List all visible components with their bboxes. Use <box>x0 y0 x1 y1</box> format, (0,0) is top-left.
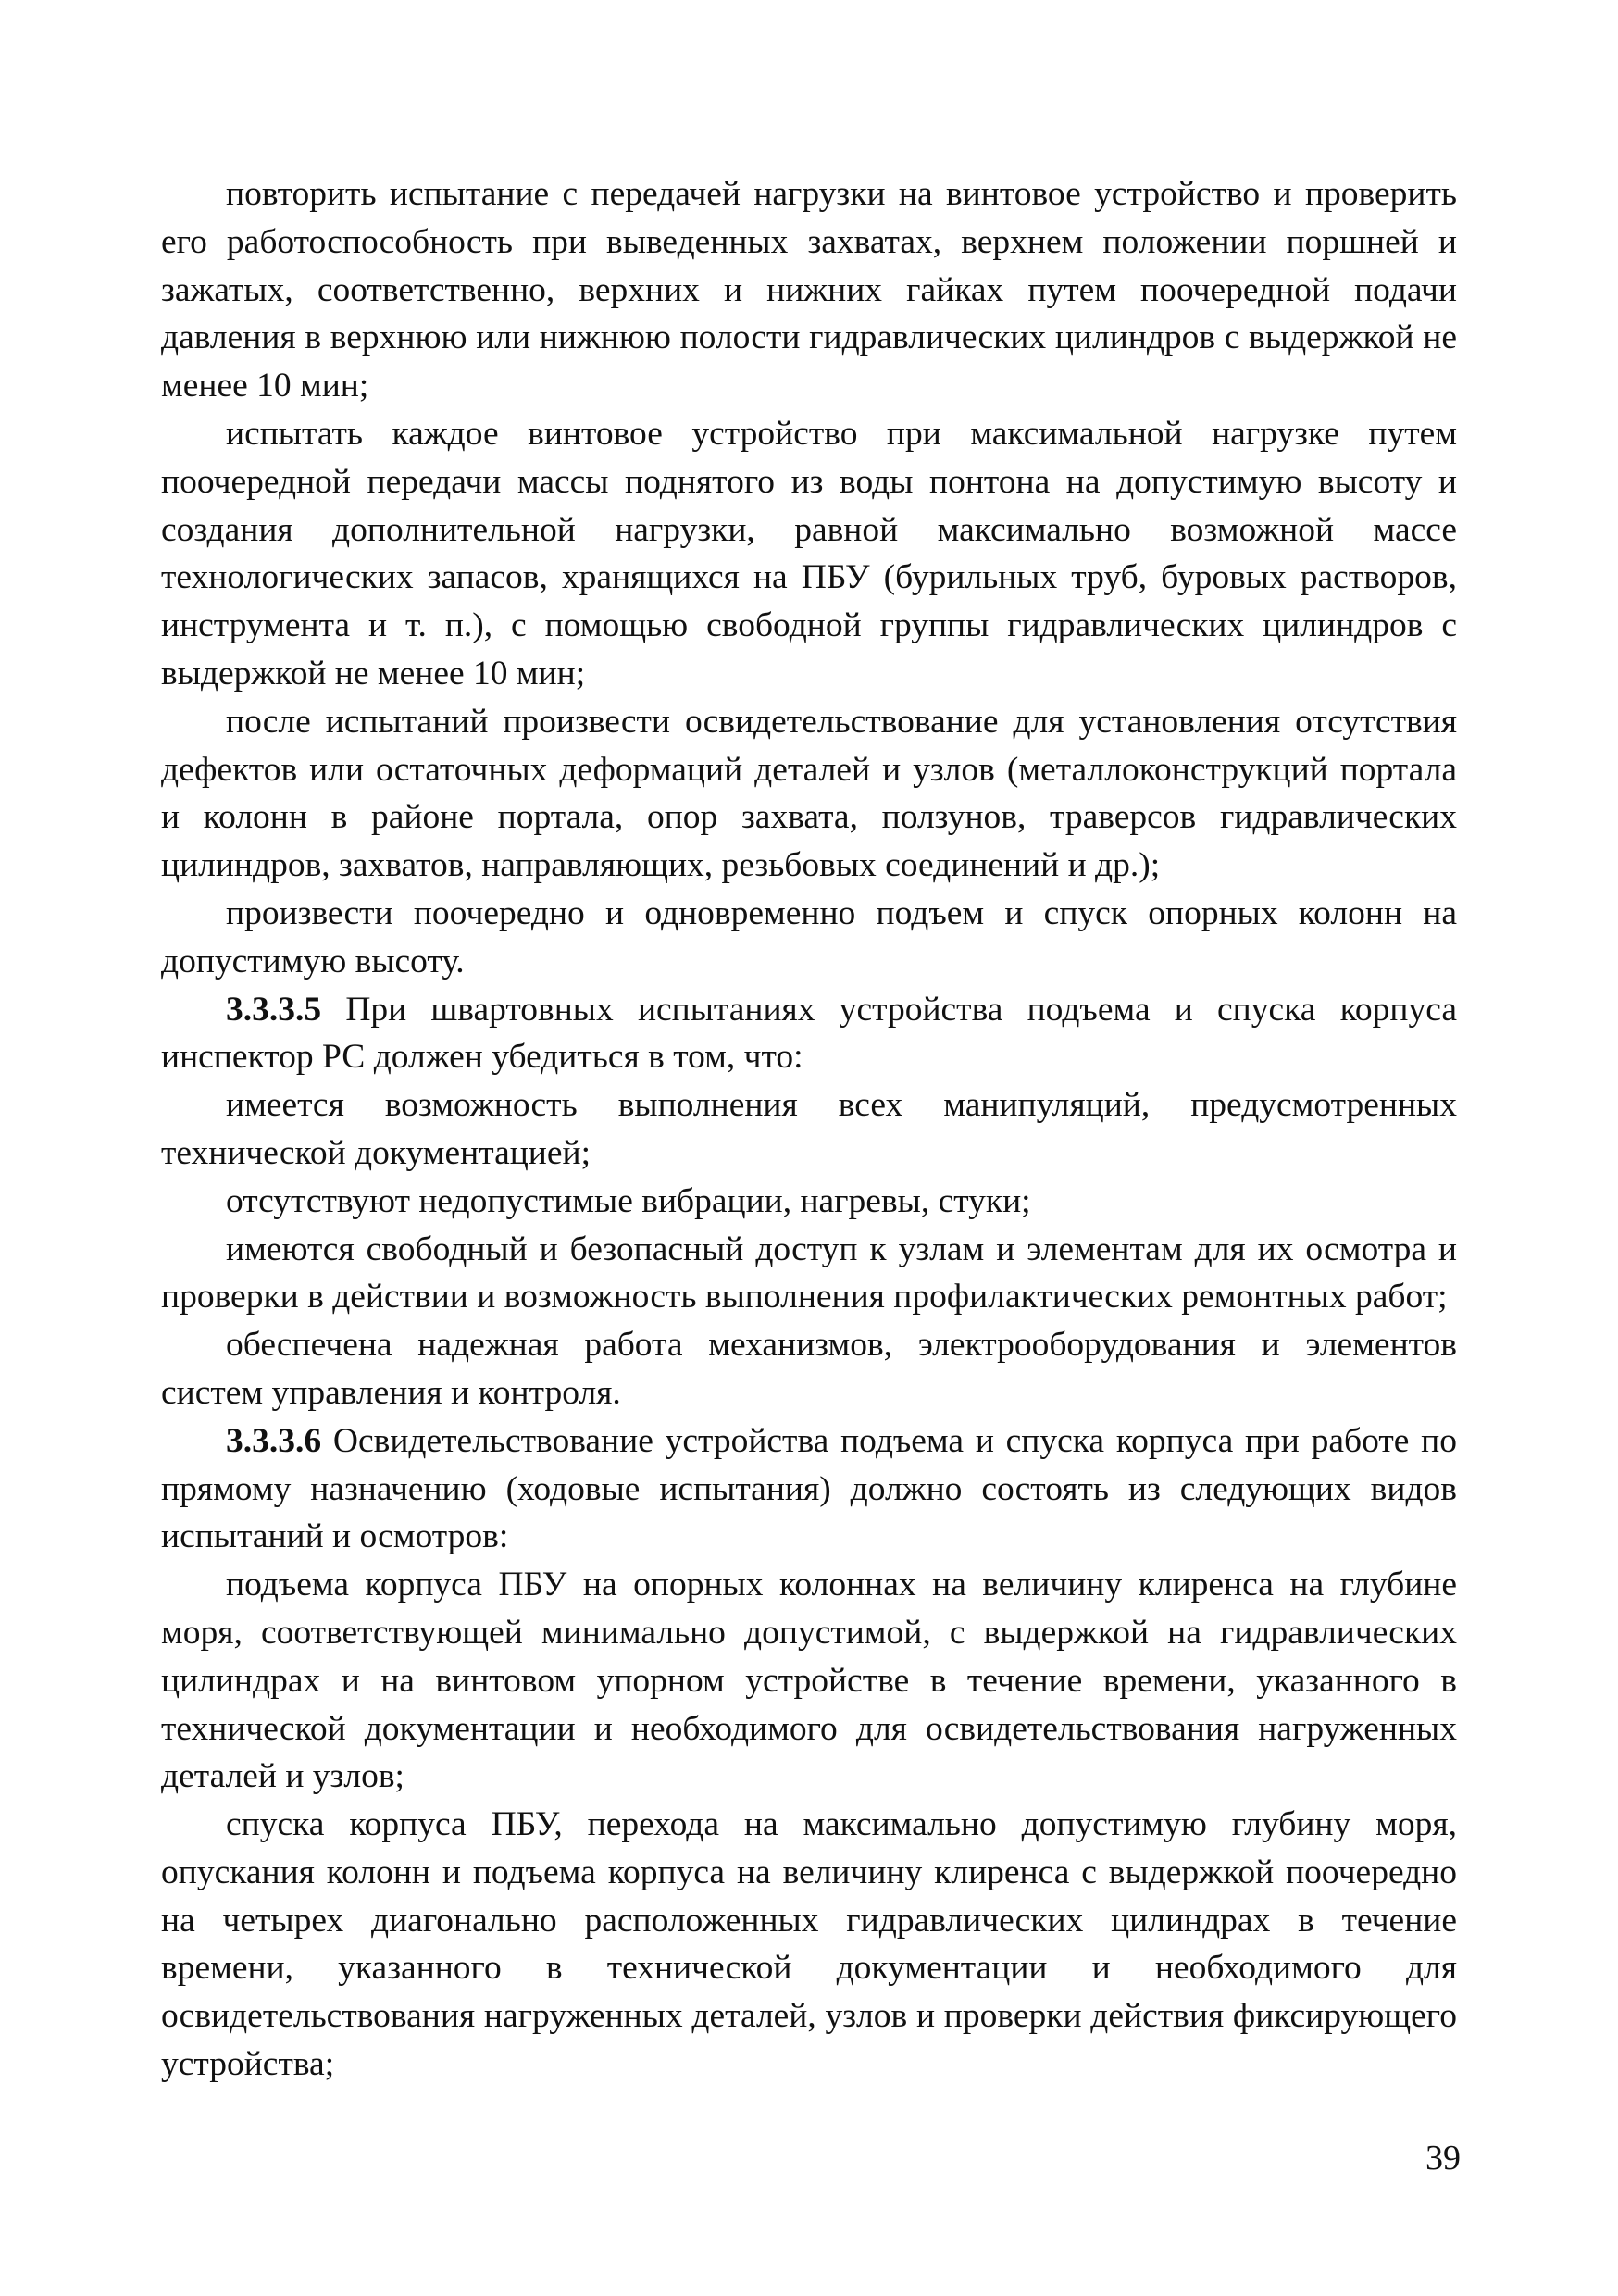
clause-3-3-3-6: 3.3.3.6 Освидетельствование устройства подъема и спуска корпуса при работе по прямому назначению (ходовые испытания) должно состоять из следующих видов испытаний и осмотров: <box>161 1421 1457 1556</box>
paragraph-2: испытать каждое винтовое устройство при максимальной нагрузке путем поочередной передачи массы поднятого из воды понтона на допустимую высоту и создания дополнительной нагрузки, равной максимально возможной массе технологических запасов, хранящихся на ПБУ (бурильных труб, буровых растворов, инструмента и т. п.), с помощью свободной группы гидравлических цилиндров с выдержкой не менее 10 мин; <box>161 414 1457 693</box>
paragraph-6: имеется возможность выполнения всех манипуляций, предусмотренных технической документацией; <box>161 1086 1457 1172</box>
clause-3-3-3-5: 3.3.3.5 При швартовных испытаниях устройства подъема и спуска корпуса инспектор РС должен убедиться в том, что: <box>161 990 1457 1077</box>
page-number: 39 <box>1425 2139 1461 2177</box>
paragraph-4: произвести поочередно и одновременно подъем и спуск опорных колонн на допустимую высоту. <box>161 893 1457 980</box>
paragraph-1: повторить испытание с передачей нагрузки на винтовое устройство и проверить его работоспособность при выведенных захватах, верхнем положении поршней и зажатых, соответственно, верхних и нижних гайках путем поочередной подачи давления в верхнюю или нижнюю полости гидравлических цилиндров с выдержкой не менее 10 мин; <box>161 175 1457 406</box>
clause-number: 3.3.3.6 <box>226 1421 322 1460</box>
paragraph-8: имеются свободный и безопасный доступ к узлам и элементам для их осмотра и проверки в действии и возможность выполнения профилактических ремонтных работ; <box>161 1229 1457 1316</box>
page-body <box>161 170 1457 2089</box>
paragraph-12: спуска корпуса ПБУ, перехода на максимально допустимую глубину моря, опускания колонн и подъема корпуса на величину клиренса с выдержкой поочередно на четырех диагонально расположенных гидравлических цилиндрах в течение времени, указанного в технической документации и необходимого для освидетельствования нагруженных деталей, узлов и проверки действия фиксирующего устройства; <box>161 1805 1457 2084</box>
paragraph-11: подъема корпуса ПБУ на опорных колоннах на величину клиренса на глубине моря, соответствующей минимально допустимой, с выдержкой на гидравлических цилиндрах и на винтовом упорном устройстве в течение времени, указанного в технической документации и необходимого для освидетельствования нагруженных деталей и узлов; <box>161 1566 1457 1796</box>
clause-number: 3.3.3.5 <box>226 990 322 1029</box>
paragraph-9: обеспечена надежная работа механизмов, электрооборудования и элементов систем управления и контроля. <box>161 1326 1457 1412</box>
paragraph-7: отсутствуют недопустимые вибрации, нагревы, стуки; <box>226 1181 1031 1220</box>
paragraph-3: после испытаний произвести освидетельствование для установления отсутствия дефектов или остаточных деформаций деталей и узлов (металлоконструкций портала и колонн в районе портала, опор захвата, ползунов, траверсов гидравлических цилиндров, захватов, направляющих, резьбовых соединений и др.); <box>161 702 1457 885</box>
